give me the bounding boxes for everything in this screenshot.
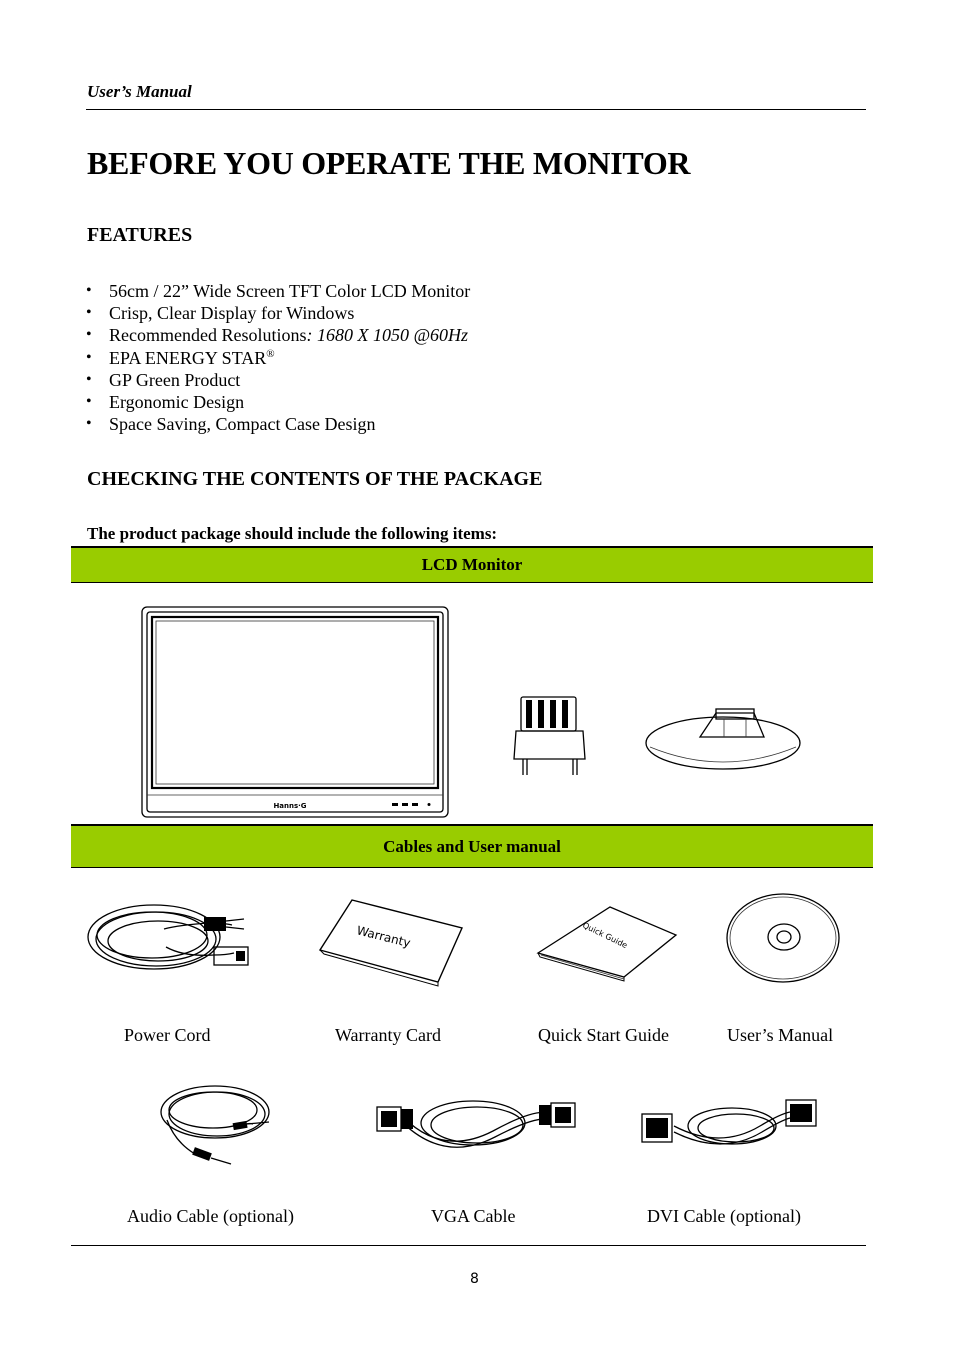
package-heading: CHECKING THE CONTENTS OF THE PACKAGE — [87, 468, 543, 490]
caption-users-manual: User’s Manual — [727, 1025, 834, 1045]
package-intro: The product package should include the following items: — [87, 524, 498, 543]
features-heading: FEATURES — [87, 224, 193, 246]
feature-item: • EPA ENERGY STAR® — [86, 347, 470, 369]
cables-manual-band-label: Cables and User manual — [383, 836, 561, 856]
vga-cable-illustration — [373, 1087, 579, 1157]
quick-guide-print: Quick Guide — [581, 920, 629, 951]
stand-base-illustration — [644, 705, 804, 773]
stand-neck-illustration — [513, 695, 591, 777]
quick-guide-illustration — [538, 905, 678, 979]
caption-vga-cable: VGA Cable — [431, 1206, 516, 1226]
feature-item: • 56cm / 22” Wide Screen TFT Color LCD Monitor — [86, 280, 470, 302]
feature-item-italic-value: : 1680 X 1050 @60Hz — [306, 325, 469, 346]
caption-quick-start-guide: Quick Start Guide — [538, 1025, 669, 1045]
feature-item: • Space Saving, Compact Case Design — [86, 413, 470, 435]
monitor-illustration — [140, 605, 452, 821]
page-number: 8 — [470, 1271, 479, 1287]
feature-item: • GP Green Product — [86, 369, 470, 391]
audio-cable-illustration — [155, 1082, 275, 1166]
header-rule — [86, 109, 866, 110]
monitor-brand-logo: Hanns·G — [273, 802, 307, 810]
footer-rule — [71, 1245, 866, 1246]
caption-dvi-cable: DVI Cable (optional) — [647, 1206, 801, 1226]
band-bottom-rule — [71, 867, 873, 868]
cables-manual-band — [71, 824, 873, 868]
running-header: User’s Manual — [87, 82, 192, 101]
feature-item: • Ergonomic Design — [86, 391, 470, 413]
monitor-buttons — [392, 803, 431, 806]
warranty-card-illustration — [320, 898, 464, 984]
lcd-monitor-band — [71, 546, 873, 583]
cd-disc-illustration — [726, 893, 842, 985]
power-cord-illustration — [84, 895, 259, 987]
features-list — [86, 280, 470, 435]
registered-mark: ® — [266, 347, 275, 360]
caption-warranty-card: Warranty Card — [335, 1025, 442, 1045]
caption-audio-cable: Audio Cable (optional) — [127, 1206, 294, 1226]
caption-power-cord: Power Cord — [124, 1025, 211, 1045]
feature-item: • Recommended Resolutions: 1680 X 1050 @60Hz — [86, 324, 470, 346]
feature-item: • Crisp, Clear Display for Windows — [86, 302, 470, 324]
warranty-card-print: Warranty — [355, 923, 412, 951]
dvi-cable-illustration — [640, 1092, 818, 1154]
lcd-monitor-band-label: LCD Monitor — [421, 555, 523, 574]
page-title: BEFORE YOU OPERATE THE MONITOR — [87, 145, 691, 181]
